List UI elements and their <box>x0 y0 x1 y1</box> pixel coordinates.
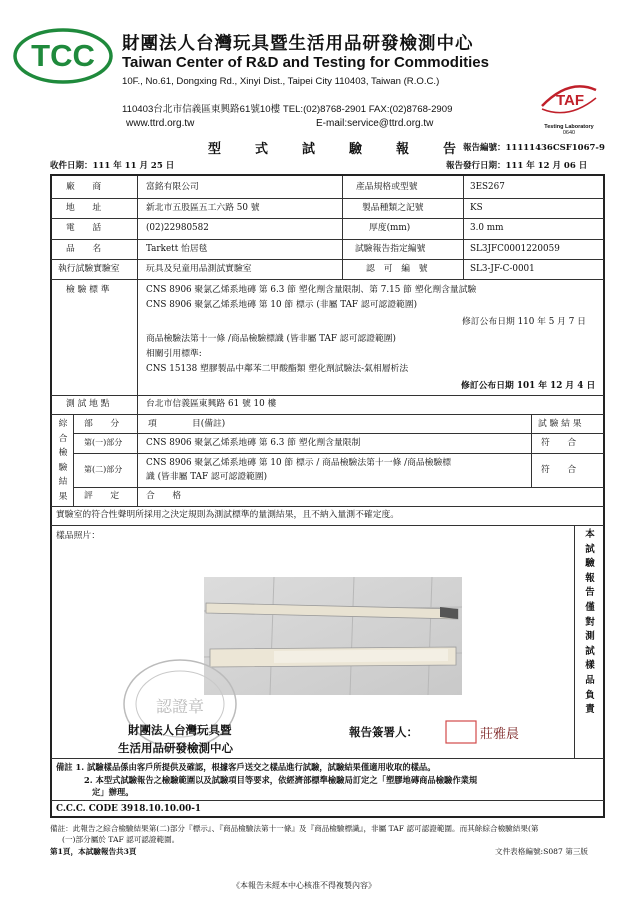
issue-date: 報告發行日期：111 年 12 月 06 日 <box>446 161 588 171</box>
result-part: 第(一)部分 <box>84 438 123 447</box>
page-number: 第1頁，本試驗報告共3頁 <box>50 847 137 856</box>
result-item-cont: 識 (皆非屬 TAF 認可認證範圍) <box>146 472 268 482</box>
svg-text:TCC: TCC <box>31 38 95 73</box>
result-value: 符 合 <box>541 465 577 475</box>
row-divider <box>73 487 604 488</box>
row-divider <box>51 506 604 507</box>
note-char: 報 <box>585 572 595 584</box>
accreditation-label: 認 可 編 號 <box>366 264 428 274</box>
report-number: 報告編號：11111436CSF1067-9 <box>463 143 605 153</box>
side-char: 結 <box>58 477 68 487</box>
tcc-logo <box>12 26 114 86</box>
copy-notice: 《本報告未經本中心核准不得複製內容》 <box>232 881 376 890</box>
col-item-header: 項 目(備註) <box>148 419 226 429</box>
signing-org-line1: 財團法人台灣玩具暨 <box>128 723 232 737</box>
row-divider <box>51 259 604 260</box>
product-label: 品 名 <box>66 244 102 254</box>
remark-2-cont: 定」辦理。 <box>92 787 134 797</box>
received-date: 收件日期：111 年 11 月 25 日 <box>50 161 175 171</box>
row-divider <box>73 453 604 454</box>
side-char: 檢 <box>58 448 68 458</box>
row-divider <box>51 395 604 396</box>
responsibility-note <box>579 528 601 718</box>
designated-no-value: SL3JFC0001220059 <box>470 244 560 254</box>
revision-date: 修訂公布日期 110 年 5 月 7 日 <box>462 317 586 327</box>
col-divider <box>137 279 138 395</box>
svg-text:TAF: TAF <box>555 92 585 109</box>
side-char: 綜 <box>58 419 68 429</box>
col-divider <box>574 525 575 758</box>
row-divider <box>51 239 604 240</box>
result-item: CNS 8906 聚氯乙烯系地磚 第 10 節 標示 / 商品檢驗法第十一條 /商品檢驗標 <box>146 458 452 468</box>
note-char: 責 <box>585 704 595 716</box>
standard-line: CNS 8906 聚氯乙烯系地磚 第 10 節 標示 (非屬 TAF 認可認證範圍) <box>146 300 418 310</box>
svg-text:莊雅晨: 莊雅晨 <box>480 727 520 742</box>
photo-label: 樣品照片： <box>56 531 100 541</box>
col-divider <box>73 414 74 506</box>
address-en: 10F., No.61, Dongxing Rd., Xinyi Dist., Taipei City 110403, Taiwan (R.O.C.) <box>122 76 440 87</box>
thickness-value: 3.0 mm <box>470 223 504 233</box>
col-divider <box>463 176 464 279</box>
col-divider <box>137 414 138 506</box>
remark-2: 2. 本型式試驗報告之檢驗範圍以及試驗項目等要求，依經濟部標準檢驗局訂定之「塑膠地磚商品檢驗作業規 <box>84 775 478 785</box>
spec-label: 產品規格或型號 <box>356 182 418 192</box>
report-title: 型式試驗報告 <box>208 142 491 157</box>
remark-1: 1. 試驗樣品係由客戶所提供及確認，根據客戶送交之樣品進行試驗，試驗結果僅適用收取的樣品。 <box>75 762 436 772</box>
phone-value: (02)22980582 <box>146 223 209 233</box>
svg-text:認證章: 認證章 <box>155 697 205 716</box>
row-divider <box>73 433 604 434</box>
ccc-code: C.C.C. CODE 3918.10.10.00-1 <box>56 804 202 814</box>
website-link[interactable]: www.ttrd.org.tw <box>126 118 195 129</box>
revision-date: 修訂公布日期 101 年 12 月 4 日 <box>461 381 596 391</box>
results-side-label <box>57 417 69 504</box>
standards-label: 檢 驗 標 準 <box>66 285 110 295</box>
organization-name-en: Taiwan Center of R&D and Testing for Commodities <box>122 54 489 71</box>
note-char: 品 <box>585 674 595 686</box>
note-char: 樣 <box>585 660 595 672</box>
result-value: 符 合 <box>541 438 577 448</box>
row-divider <box>51 218 604 219</box>
taf-number: 0640 <box>562 130 576 136</box>
note-char: 對 <box>585 616 595 628</box>
type-value: KS <box>470 203 483 213</box>
certification-seal <box>120 654 240 754</box>
evaluation-value: 合 格 <box>146 491 182 501</box>
taf-accreditation-logo <box>534 76 604 138</box>
standard-line: 相關引用標準: <box>146 349 202 359</box>
note-char: 僅 <box>585 601 595 613</box>
organization-name-zh: 財團法人台灣玩具暨生活用品研發檢測中心 <box>122 33 474 53</box>
standard-line: CNS 8906 聚氯乙烯系地磚 第 6.3 節 塑化劑含量限制、第 7.15 節 塑化劑含量試驗 <box>146 285 477 295</box>
designated-no-label: 試驗報告指定編號 <box>355 244 426 254</box>
row-divider <box>51 279 604 280</box>
type-label: 製品種類之記號 <box>362 203 424 213</box>
footer-note-cont: (一)部分屬於 TAF 認可認證範圍。 <box>62 835 180 844</box>
side-char: 果 <box>58 491 68 502</box>
signer-label: 報告簽署人： <box>349 725 418 739</box>
form-number: 文件表格編號:S087 第三版 <box>495 847 589 856</box>
accreditation-value: SL3-JF-C-0001 <box>470 264 535 274</box>
note-char: 測 <box>585 631 595 643</box>
thickness-label: 厚度(mm) <box>369 223 411 233</box>
remarks-label: 備註 1. 試驗樣品係由客戶所提供及確認，根據客戶送交之樣品進行試驗，試驗結果僅適用收取的樣品。 <box>56 762 436 772</box>
col-divider <box>531 414 532 487</box>
row-divider <box>51 800 604 801</box>
footer-note: 備註：此報告之綜合檢驗結果第(二)部分『標示』、『商品檢驗法第十一條』及『商品檢驗標識』，非屬 TAF 認可認證範圍。而其餘綜合檢驗結果(第 <box>50 824 539 833</box>
note-char: 告 <box>585 587 595 599</box>
col-result-header: 試 驗 結 果 <box>538 419 582 429</box>
sample-photo <box>204 577 462 695</box>
row-divider <box>51 758 604 759</box>
col-divider <box>137 176 138 279</box>
row-divider <box>51 198 604 199</box>
decision-rule: 實驗室的符合性聲明所採用之決定規則為測試標準的量測結果，且不納入量測不確定度。 <box>56 510 400 520</box>
email-link[interactable]: E-mail:service@ttrd.org.tw <box>316 118 434 129</box>
note-char: 試 <box>585 645 595 657</box>
note-char: 本 <box>585 529 595 540</box>
col-part-header: 部 分 <box>84 419 120 429</box>
taf-caption: Testing Laboratory <box>544 124 594 130</box>
taf-mark <box>534 76 604 120</box>
product-value: Tarkett 怡居毯 <box>146 244 208 254</box>
signature-stamp <box>444 718 520 746</box>
evaluation-label: 評 定 <box>84 491 120 501</box>
address-value: 新北市五股區五工六路 50 號 <box>146 203 260 213</box>
side-char: 合 <box>58 433 68 444</box>
address-label: 地 址 <box>66 203 102 213</box>
side-char: 驗 <box>58 462 68 473</box>
signing-org-line2: 生活用品研發檢測中心 <box>118 741 233 755</box>
col-divider <box>342 176 343 279</box>
manufacturer-value: 富銘有限公司 <box>146 182 199 192</box>
location-value: 台北市信義區東興路 61 號 10 樓 <box>146 399 277 409</box>
manufacturer-label: 廠 商 <box>66 182 102 192</box>
address-zh: 110403台北市信義區東興路61號10樓 TEL:(02)8768-2901 FAX:(02)8768-2909 <box>122 104 453 115</box>
result-part: 第(二)部分 <box>84 465 123 474</box>
standard-line: 商品檢驗法第十一條 /商品檢驗標識 (皆非屬 TAF 認可認證範圍) <box>146 334 396 344</box>
phone-label: 電 話 <box>66 223 102 233</box>
result-item: CNS 8906 聚氯乙烯系地磚 第 6.3 節 塑化劑含量限制 <box>146 438 361 448</box>
lab-label: 執行試驗實驗室 <box>58 264 120 274</box>
note-char: 試 <box>585 543 595 555</box>
location-label: 測 試 地 點 <box>66 399 110 409</box>
note-char: 驗 <box>585 558 595 570</box>
lab-value: 玩具及兒童用品測試實驗室 <box>146 264 252 274</box>
row-divider <box>51 525 604 526</box>
col-divider <box>137 395 138 414</box>
row-divider <box>51 414 604 415</box>
note-char: 負 <box>585 689 595 701</box>
spec-value: 3ES267 <box>470 182 505 192</box>
standard-line: CNS 15138 塑膠製品中鄰苯二甲酸酯類 塑化劑試驗法-氣相層析法 <box>146 364 409 374</box>
